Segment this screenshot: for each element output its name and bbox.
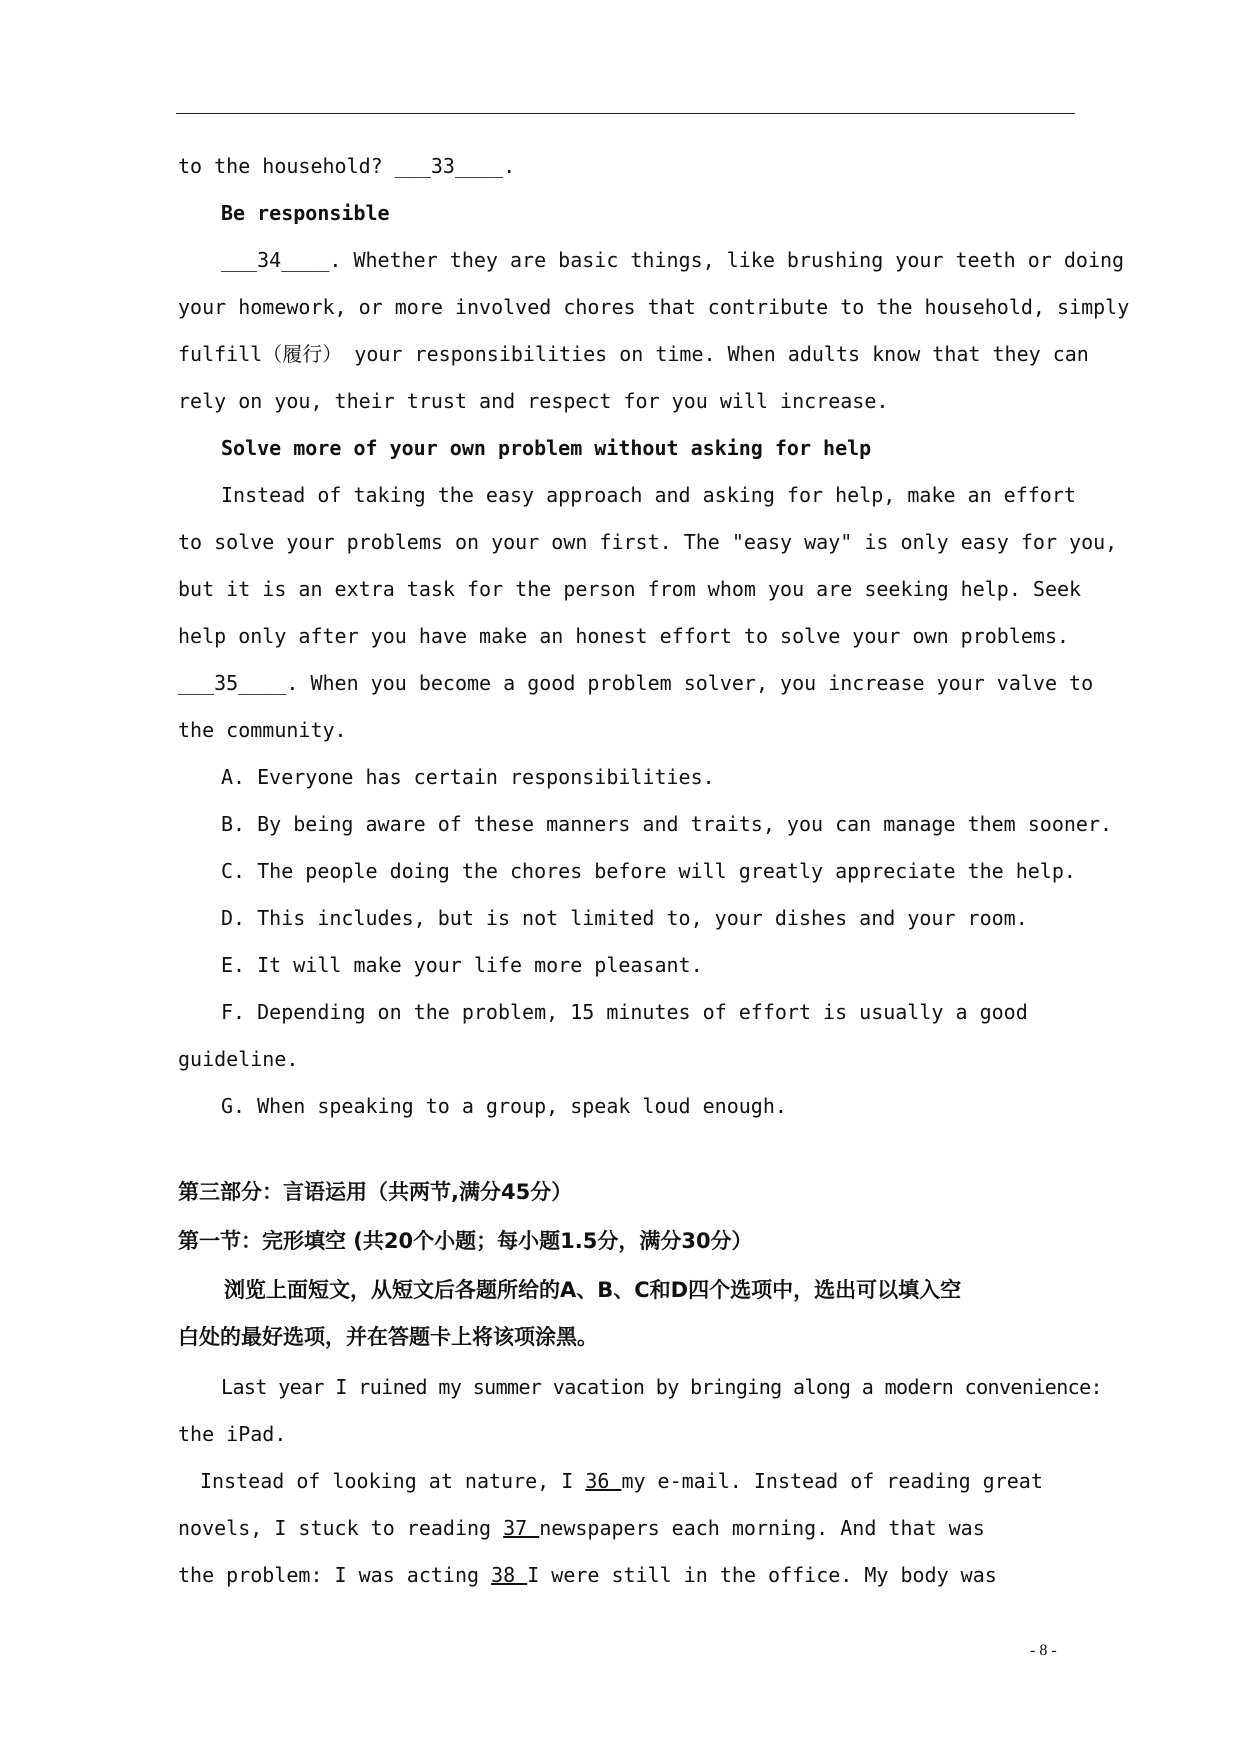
passage-line: the iPad. xyxy=(178,1422,287,1446)
option-a: A. Everyone has certain responsibilities. xyxy=(221,765,715,789)
passage-line xyxy=(200,1469,1043,1493)
text-line: your homework, or more involved chores that contribute to the household, simply xyxy=(178,295,1130,319)
part-heading: 第三部分：言语运用（共两节,满分45分） xyxy=(178,1180,573,1204)
passage-line xyxy=(178,1563,997,1587)
text-line: rely on you, their trust and respect for you will increase. xyxy=(178,389,889,413)
text-line: but it is an extra task for the person from whom you are seeking help. Seek xyxy=(178,577,1082,601)
passage-line xyxy=(178,1516,985,1540)
option-f-cont: guideline. xyxy=(178,1047,299,1071)
section-heading: 第一节：完形填空 (共20个小题；每小题1.5分，满分30分） xyxy=(178,1229,753,1253)
instruction-line: 白处的最好选项，并在答题卡上将该项涂黑。 xyxy=(178,1325,598,1349)
text-line: to the household? ___33____. xyxy=(178,154,516,178)
blank-36: 36 xyxy=(585,1469,622,1493)
text-line: help only after you have make an honest effort to solve your own problems. xyxy=(178,624,1070,648)
text-line: ___35____. When you become a good problem solver, you increase your valve to xyxy=(178,671,1094,695)
passage-text: I were still in the office. My body was xyxy=(527,1563,997,1587)
blank-38: 38 xyxy=(491,1563,528,1587)
option-f: F. Depending on the problem, 15 minutes of effort is usually a good xyxy=(221,1000,1028,1024)
header-rule xyxy=(176,113,1075,114)
section-heading: Be responsible xyxy=(221,201,390,225)
text-line: fulfill（履行） your responsibilities on time. When adults know that they can xyxy=(178,342,1089,366)
option-c: C. The people doing the chores before will greatly appreciate the help. xyxy=(221,859,1076,883)
passage-text: the problem: I was acting xyxy=(178,1563,492,1587)
passage-text: newspapers each morning. And that was xyxy=(539,1516,985,1540)
passage-text: Instead of looking at nature, I xyxy=(200,1469,586,1493)
passage-text: novels, I stuck to reading xyxy=(178,1516,504,1540)
section-heading: Solve more of your own problem without asking for help xyxy=(221,436,872,460)
option-d: D. This includes, but is not limited to, your dishes and your room. xyxy=(221,906,1028,930)
option-g: G. When speaking to a group, speak loud enough. xyxy=(221,1094,787,1118)
text-line: ___34____. Whether they are basic things, like brushing your teeth or doing xyxy=(221,248,1125,272)
blank-37: 37 xyxy=(503,1516,540,1540)
page-number: - 8 - xyxy=(1030,1642,1057,1659)
option-e: E. It will make your life more pleasant. xyxy=(221,953,703,977)
text-line: to solve your problems on your own first. The "easy way" is only easy for you, xyxy=(178,530,1118,554)
text-line: the community. xyxy=(178,718,347,742)
text-line: Instead of taking the easy approach and asking for help, make an effort xyxy=(221,483,1076,507)
option-b: B. By being aware of these manners and traits, you can manage them sooner. xyxy=(221,812,1113,836)
passage-text: my e-mail. Instead of reading great xyxy=(621,1469,1043,1493)
instruction-line: 浏览上面短文，从短文后各题所给的A、B、C和D四个选项中，选出可以填入空 xyxy=(224,1278,962,1302)
passage-line: Last year I ruined my summer vacation by bringing along a modern convenience: xyxy=(221,1375,1102,1399)
